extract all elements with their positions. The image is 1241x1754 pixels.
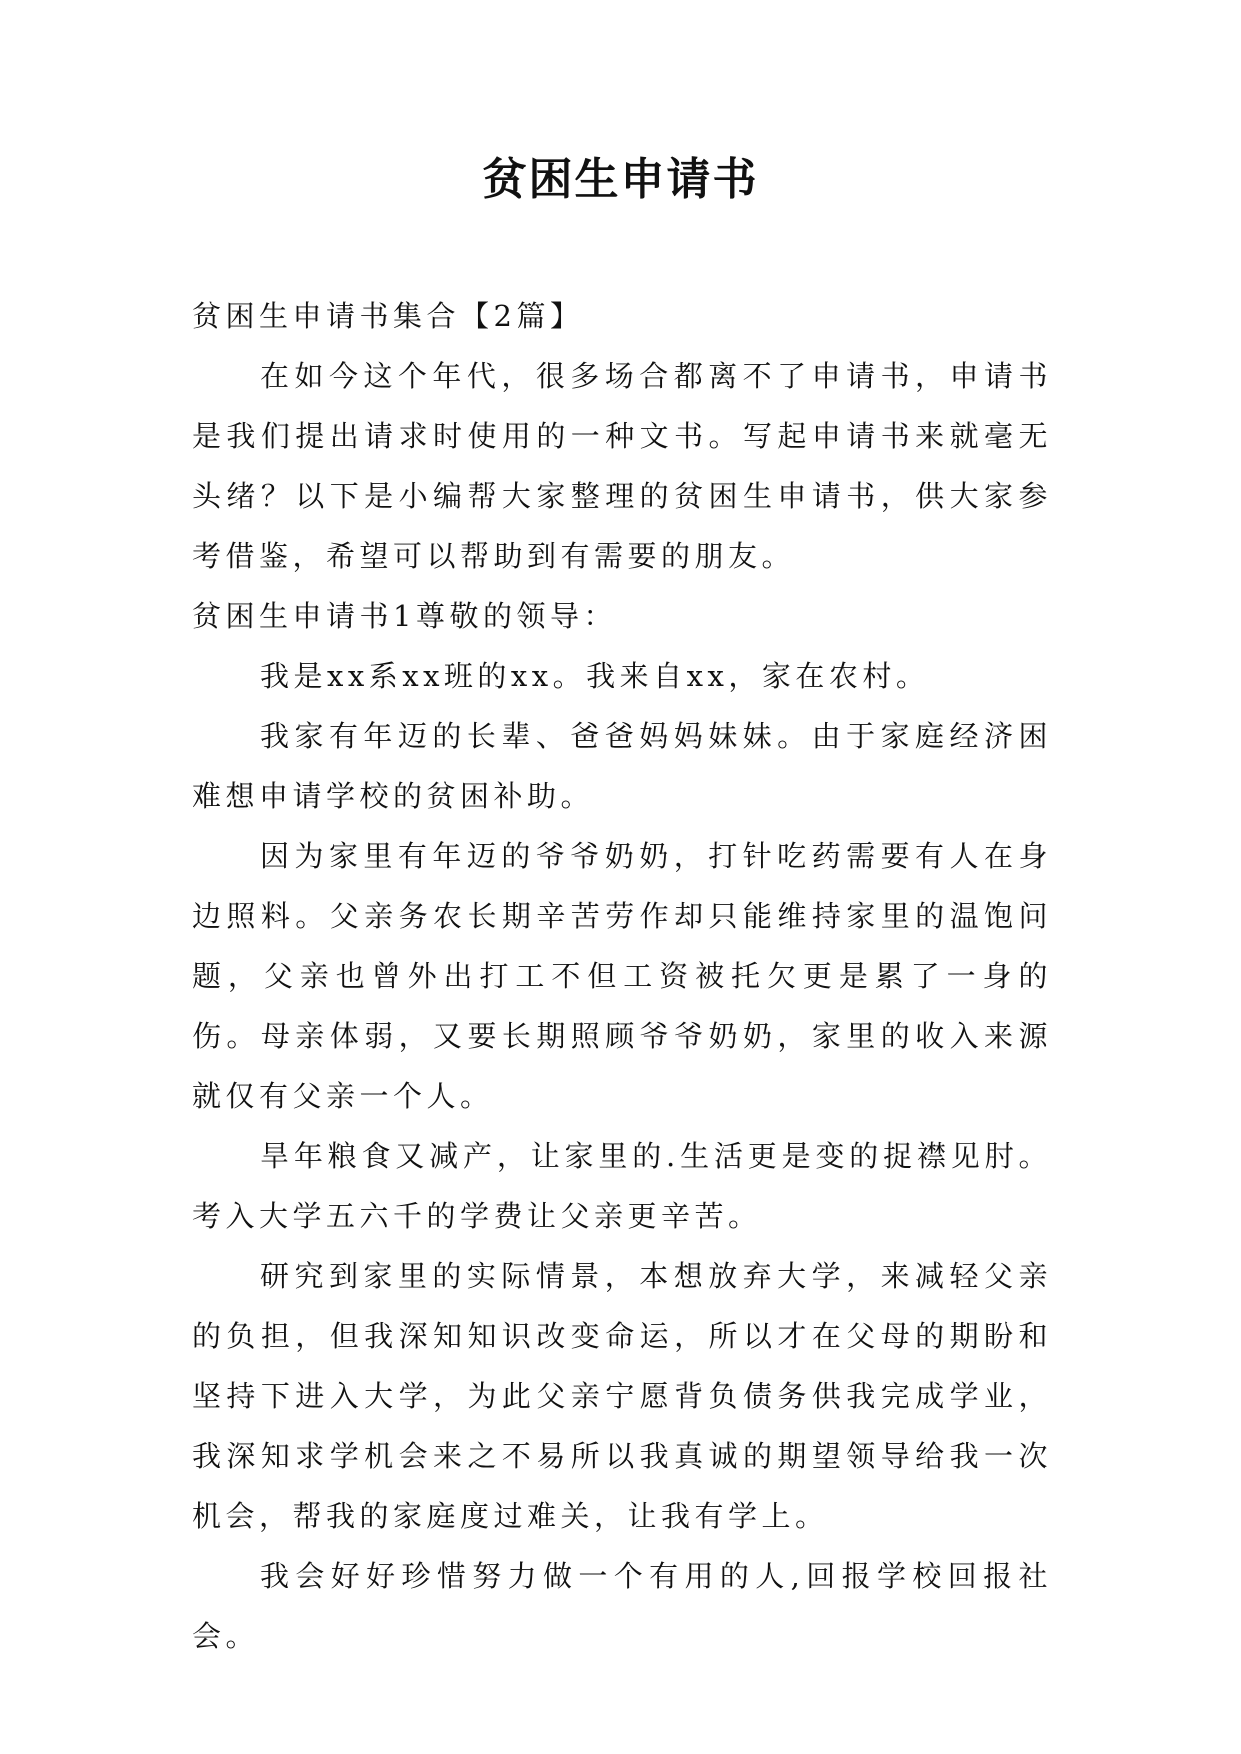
paragraph-subtitle: 贫困生申请书集合【2篇】 [192,299,584,333]
paragraph-family: 我家有年迈的长辈、爸爸妈妈妹妹。由于家庭经济困难想申请学校的贫困补助。 [192,719,1052,813]
paragraph-salutation: 贫困生申请书1尊敬的领导： [192,599,617,633]
document-title: 贫困生申请书 [482,154,759,205]
paragraph-intro: 在如今这个年代，很多场合都离不了申请书，申请书是我们提出请求时使用的一种文书。写起申请书来就毫无头绪？以下是小编帮大家整理的贫困生申请书，供大家参考借鉴，希望可以帮助到有需要的朋友。 [192,359,1052,573]
paragraph-request: 研究到家里的实际情景，本想放弃大学，来减轻父亲的负担，但我深知知识改变命运，所以才在父母的期盼和坚持下进入大学，为此父亲宁愿背负债务供我完成学业，我深知求学机会来之不易所以我真诚的期望领导给我一次机会，帮我的家庭度过难关，让我有学上。 [192,1259,1052,1533]
paragraph-closing: 我会好好珍惜努力做一个有用的人,回报学校回报社会。 [192,1559,1052,1653]
paragraph-circumstances: 因为家里有年迈的爷爷奶奶，打针吃药需要有人在身边照料。父亲务农长期辛苦劳作却只能维持家里的温饱问题，父亲也曾外出打工不但工资被托欠更是累了一身的伤。母亲体弱，又要长期照顾爷爷奶奶，家里的收入来源就仅有父亲一个人。 [192,839,1052,1113]
paragraph-drought: 旱年粮食又减产，让家里的.生活更是变的捉襟见肘。考入大学五六千的学费让父亲更辛苦。 [192,1139,1052,1233]
paragraph-self-intro: 我是xx系xx班的xx。我来自xx，家在农村。 [260,659,930,693]
document-body [192,286,1052,1666]
